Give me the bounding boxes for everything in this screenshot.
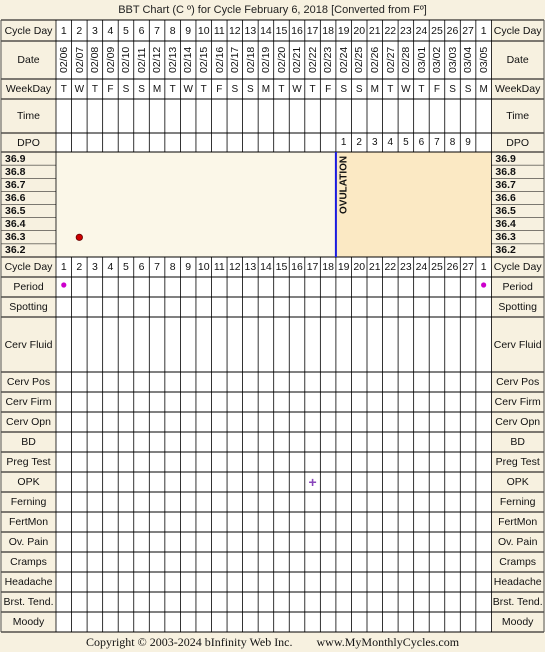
row-label-cerv_firm: Cerv Firm xyxy=(5,396,52,408)
cycle-day-number: 22 xyxy=(384,24,397,37)
opk-mark: + xyxy=(308,474,317,490)
temp-tick-label: 36.6 xyxy=(5,191,26,204)
cycle-day-number-lower: 3 xyxy=(91,261,98,273)
row-label-right-opk: OPK xyxy=(506,476,529,488)
date-label: 03/02 xyxy=(430,46,443,74)
weekday-label: W xyxy=(74,83,85,95)
date-label: 02/06 xyxy=(57,46,70,74)
cycle-day-number-lower: 20 xyxy=(353,261,366,273)
cycle-day-number-lower: 21 xyxy=(368,261,381,273)
row-label-right-date: Date xyxy=(506,54,529,66)
cycle-day-number: 10 xyxy=(197,24,210,37)
cycle-day-number: 27 xyxy=(462,24,474,37)
row-label-cycle_day: Cycle Day xyxy=(4,261,53,273)
dpo-label: 3 xyxy=(371,137,378,148)
weekday-label: W xyxy=(401,83,411,95)
row-label-cycle_day: Cycle Day xyxy=(4,24,53,37)
row-label-right-headache: Headache xyxy=(493,576,542,588)
row-label-fertmon: FertMon xyxy=(8,516,49,528)
weekday-label: M xyxy=(261,83,271,95)
cycle-day-number-lower: 22 xyxy=(384,261,397,273)
date-label: 02/08 xyxy=(88,46,101,74)
cycle-day-number-lower: 10 xyxy=(197,261,210,273)
cycle-day-number-lower: 8 xyxy=(169,261,176,273)
cycle-day-number: 16 xyxy=(291,24,303,37)
cycle-day-number: 12 xyxy=(228,24,241,37)
cycle-day-number: 24 xyxy=(415,24,428,37)
cycle-day-number-lower: 23 xyxy=(400,261,412,273)
weekday-label: T xyxy=(418,83,425,95)
weekday-label: S xyxy=(122,83,130,95)
cycle-day-number: 11 xyxy=(213,24,225,37)
row-label-weekday: WeekDay xyxy=(5,83,52,95)
weekday-label: M xyxy=(479,83,488,95)
weekday-label: M xyxy=(370,83,379,95)
cycle-day-number: 5 xyxy=(123,24,129,37)
weekday-label: S xyxy=(340,83,347,95)
cycle-day-number-lower: 25 xyxy=(431,261,443,273)
date-label: 02/15 xyxy=(197,46,210,74)
cycle-day-number: 25 xyxy=(431,24,443,37)
date-label: 02/10 xyxy=(119,46,132,74)
date-label: 02/19 xyxy=(259,46,272,74)
temp-area-pre xyxy=(56,152,336,257)
cycle-day-number-lower: 9 xyxy=(185,261,192,273)
cycle-day-number: 23 xyxy=(400,24,412,37)
date-label: 02/25 xyxy=(353,46,366,74)
row-label-moody: Moody xyxy=(12,616,45,628)
cycle-day-number-lower: 14 xyxy=(260,261,272,273)
row-label-right-moody: Moody xyxy=(501,616,534,628)
period-dot xyxy=(481,282,486,287)
cycle-day-number: 2 xyxy=(76,24,83,37)
temp-tick-label: 36.2 xyxy=(5,244,26,257)
temp-tick-label: 36.5 xyxy=(5,205,26,218)
date-label: 03/05 xyxy=(477,46,490,74)
weekday-label: W xyxy=(292,83,302,95)
row-label-brst_tend: Brst. Tend. xyxy=(3,596,54,608)
weekday-label: S xyxy=(231,83,239,95)
temp-tick-label-right: 36.6 xyxy=(495,191,516,204)
row-label-right-fertmon: FertMon xyxy=(498,516,538,528)
row-label-dpo: DPO xyxy=(17,136,40,149)
temp-tick-label-right: 36.8 xyxy=(495,165,516,178)
cycle-day-number-lower: 12 xyxy=(228,261,241,273)
temp-tick-label: 36.7 xyxy=(5,178,26,191)
date-label: 02/07 xyxy=(73,46,86,74)
date-label: 02/16 xyxy=(213,46,226,74)
cycle-day-number-lower: 5 xyxy=(123,261,129,273)
row-label-right-weekday: WeekDay xyxy=(495,83,541,95)
row-label-headache: Headache xyxy=(4,576,53,588)
row-label-right-time: Time xyxy=(506,110,530,122)
weekday-label: T xyxy=(200,83,207,95)
row-label-right-ferning: Ferning xyxy=(499,496,536,508)
row-label-right-cerv_firm: Cerv Firm xyxy=(494,396,541,408)
cycle-day-number-lower: 27 xyxy=(462,261,474,273)
date-label: 02/11 xyxy=(135,47,148,73)
row-label-bd: BD xyxy=(21,436,36,448)
temp-tick-label-right: 36.7 xyxy=(495,178,516,191)
row-label-right-ov_pain: Ov. Pain xyxy=(497,536,538,548)
date-label: 02/12 xyxy=(151,46,164,74)
cycle-day-number-lower: 1 xyxy=(60,261,67,273)
weekday-label: S xyxy=(355,83,363,95)
date-label: 02/21 xyxy=(291,46,304,74)
date-label: 02/20 xyxy=(275,46,288,74)
temp-point xyxy=(76,234,82,240)
cycle-day-number: 15 xyxy=(275,24,288,37)
row-label-right-spotting: Spotting xyxy=(498,301,537,313)
weekday-label: T xyxy=(387,83,394,95)
cycle-day-number-lower: 18 xyxy=(322,261,334,273)
weekday-label: F xyxy=(216,83,223,95)
date-label: 02/24 xyxy=(337,46,350,74)
cycle-day-number-lower: 16 xyxy=(291,261,303,273)
row-label-period: Period xyxy=(13,281,44,293)
dpo-label: 5 xyxy=(403,137,409,148)
cycle-day-number: 8 xyxy=(169,24,176,37)
dpo-label: 6 xyxy=(418,137,425,148)
weekday-label: T xyxy=(309,83,316,95)
temp-area-post xyxy=(336,152,492,257)
temp-tick-label: 36.9 xyxy=(5,152,26,165)
cycle-day-number: 1 xyxy=(60,24,67,37)
cycle-day-number-lower: 26 xyxy=(446,261,459,273)
cycle-day-number-lower: 2 xyxy=(76,261,83,273)
date-label: 03/01 xyxy=(415,46,428,74)
temp-tick-label-right: 36.9 xyxy=(495,152,516,165)
cycle-day-number: 6 xyxy=(138,24,145,37)
date-label: 02/09 xyxy=(104,46,117,74)
ovulation-label: OVULATION xyxy=(338,155,350,214)
temp-tick-label: 36.8 xyxy=(5,165,26,178)
row-label-right-cerv_fluid: Cerv Fluid xyxy=(493,338,542,351)
row-label-right-cerv_opn: Cerv Opn xyxy=(495,416,541,428)
temp-tick-label: 36.3 xyxy=(5,231,26,244)
cycle-day-number: 4 xyxy=(107,24,114,37)
temp-tick-label-right: 36.4 xyxy=(495,218,516,231)
row-label-date: Date xyxy=(17,54,40,66)
cycle-day-number: 20 xyxy=(353,24,366,37)
dpo-label: 7 xyxy=(434,137,440,148)
cycle-day-number: 17 xyxy=(306,24,319,37)
row-label-right-cycle_day: Cycle Day xyxy=(493,24,542,37)
period-dot xyxy=(61,282,66,287)
date-label: 02/17 xyxy=(228,46,241,74)
row-label-right-cerv_pos: Cerv Pos xyxy=(496,376,540,388)
row-label-preg_test: Preg Test xyxy=(6,456,51,468)
cycle-day-number-lower: 19 xyxy=(337,261,350,273)
cycle-day-number: 26 xyxy=(446,24,459,37)
cycle-day-number-lower: 13 xyxy=(244,261,257,273)
row-label-spotting: Spotting xyxy=(9,301,48,313)
weekday-label: W xyxy=(183,83,193,95)
weekday-label: F xyxy=(433,83,441,95)
weekday-label: T xyxy=(278,83,285,95)
date-label: 02/23 xyxy=(322,46,335,74)
dpo-label: 4 xyxy=(387,137,394,148)
footer xyxy=(0,632,545,652)
temp-tick-label-right: 36.5 xyxy=(495,205,516,218)
cycle-day-number: 9 xyxy=(185,24,192,37)
cycle-day-number: 13 xyxy=(244,24,257,37)
row-label-right-cycle_day: Cycle Day xyxy=(493,261,542,273)
row-label-right-dpo: DPO xyxy=(506,136,530,149)
cycle-day-number-lower: 4 xyxy=(107,261,114,273)
row-label-right-brst_tend: Brst. Tend. xyxy=(492,596,543,608)
cycle-day-number: 18 xyxy=(322,24,334,37)
dpo-label: 2 xyxy=(356,137,362,148)
temp-tick-label-right: 36.3 xyxy=(495,231,516,244)
weekday-label: T xyxy=(169,83,176,95)
weekday-label: S xyxy=(449,83,456,95)
cycle-day-number: 7 xyxy=(154,24,160,37)
weekday-label: S xyxy=(247,83,254,95)
cycle-day-number-lower: 15 xyxy=(275,261,288,273)
row-label-time: Time xyxy=(17,110,40,122)
row-label-right-period: Period xyxy=(502,281,533,293)
weekday-label: T xyxy=(91,83,98,95)
row-label-right-preg_test: Preg Test xyxy=(495,456,540,468)
row-label-ferning: Ferning xyxy=(10,496,47,508)
weekday-label: S xyxy=(464,83,472,95)
date-label: 02/13 xyxy=(166,46,179,74)
cycle-day-number-lower: 24 xyxy=(415,261,428,273)
row-label-right-bd: BD xyxy=(510,436,525,448)
temp-tick-label: 36.4 xyxy=(5,218,26,231)
weekday-label: M xyxy=(152,83,162,95)
cycle-day-number: 14 xyxy=(260,24,272,37)
date-label: 02/26 xyxy=(368,46,381,74)
chart-title: BBT Chart (C º) for Cycle February 6, 2018 [Converted from Fº] xyxy=(118,4,427,16)
date-label: 02/28 xyxy=(399,46,412,74)
date-label: 03/03 xyxy=(446,46,459,74)
weekday-label: F xyxy=(325,83,332,95)
dpo-label: 1 xyxy=(340,137,347,148)
cycle-day-number-lower: 7 xyxy=(154,261,160,273)
row-label-ov_pain: Ov. Pain xyxy=(8,536,49,548)
date-label: 02/14 xyxy=(182,46,195,74)
site-link[interactable]: www.MyMonthlyCycles.com xyxy=(316,634,460,649)
cycle-day-number-lower: 1 xyxy=(480,261,487,273)
cycle-day-number-lower: 11 xyxy=(213,261,225,273)
weekday-label: S xyxy=(138,83,145,95)
cycle-day-number: 1 xyxy=(480,24,487,37)
weekday-label: F xyxy=(107,83,114,95)
row-label-cerv_pos: Cerv Pos xyxy=(6,376,51,388)
temp-tick-label-right: 36.2 xyxy=(495,244,516,257)
date-label: 02/27 xyxy=(384,46,397,74)
row-label-cramps: Cramps xyxy=(10,556,47,568)
date-label: 03/04 xyxy=(462,46,475,74)
cycle-day-number: 21 xyxy=(368,24,381,37)
row-label-cerv_fluid: Cerv Fluid xyxy=(4,338,53,351)
weekday-label: T xyxy=(60,83,67,95)
row-label-opk: OPK xyxy=(17,476,40,488)
cycle-day-number: 19 xyxy=(337,24,350,37)
dpo-label: 8 xyxy=(449,137,456,148)
cycle-day-number-lower: 6 xyxy=(138,261,145,273)
date-label: 02/22 xyxy=(306,46,319,74)
row-label-right-cramps: Cramps xyxy=(499,556,537,568)
copyright-text: Copyright © 2003-2024 bInfinity Web Inc. xyxy=(85,634,293,649)
row-label-cerv_opn: Cerv Opn xyxy=(6,416,51,428)
cycle-day-number-lower: 17 xyxy=(306,261,319,273)
cycle-day-number: 3 xyxy=(91,24,98,37)
dpo-label: 9 xyxy=(465,137,471,148)
date-label: 02/18 xyxy=(244,46,257,74)
